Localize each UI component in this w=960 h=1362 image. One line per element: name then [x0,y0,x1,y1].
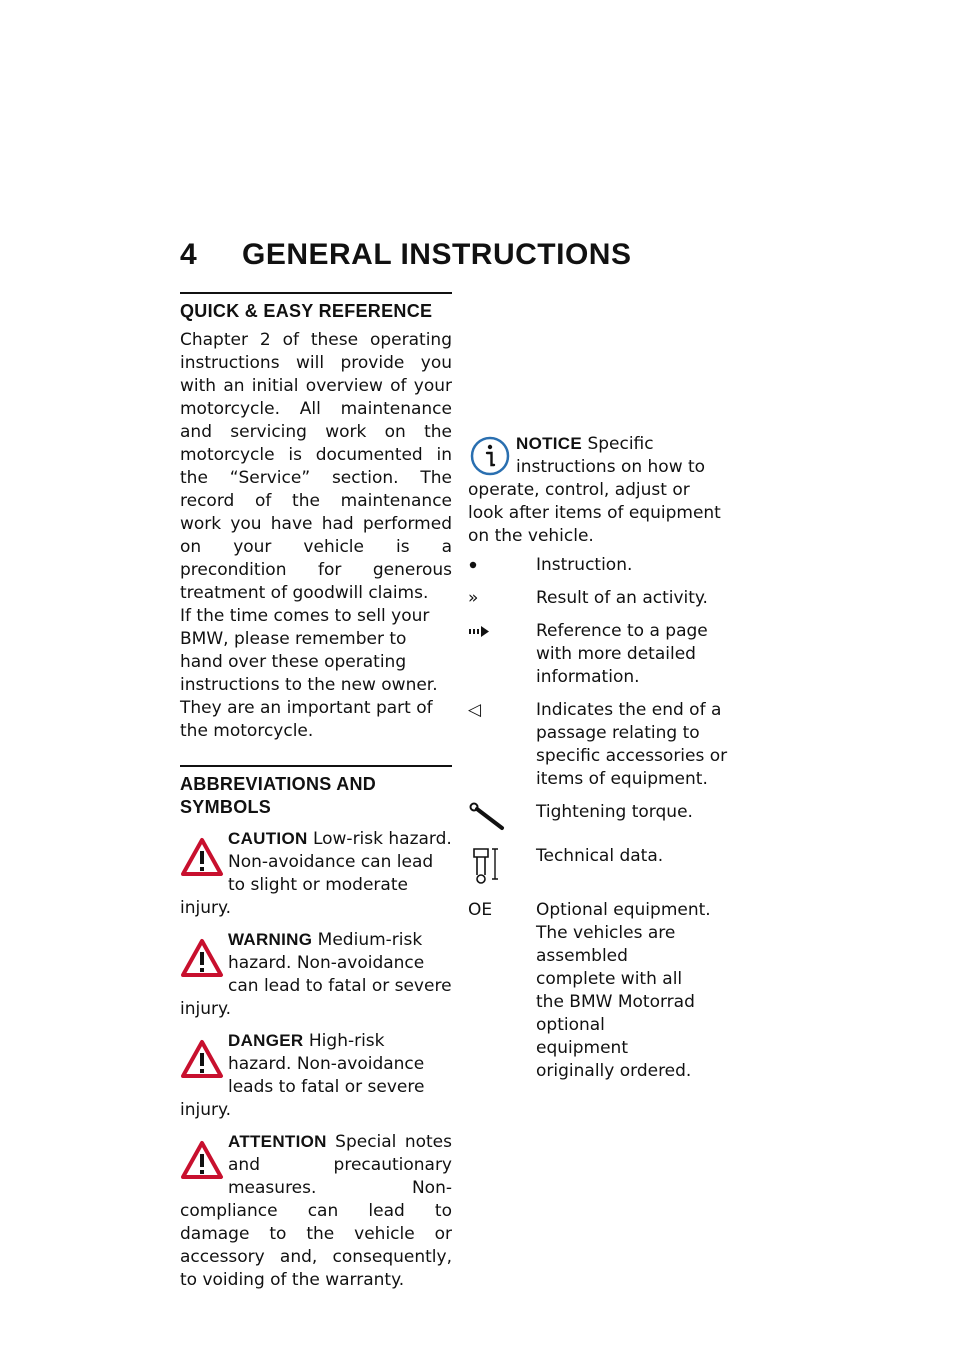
danger-label: DANGER [228,1031,304,1050]
symbol-row-reference [468,620,730,689]
caution-label: CAUTION [228,829,308,848]
symbol-text: Technical data. [536,846,664,866]
right-column [468,292,730,1083]
chapter-title-text: GENERAL INSTRUCTIONS [242,238,632,271]
page-reference-arrow-icon [468,620,536,689]
optional-equipment-note: The vehicles are assembled complete with all the BMW Motorrad optional equipment originally ordered. [536,923,695,1081]
oe-abbreviation: OE [468,900,493,920]
symbol-text: Indicates the end of a passage relating to specific accessories or items of equipment. [536,700,728,789]
symbol-text: Reference to a page with more detailed information. [536,621,708,687]
warning-triangle-icon [180,938,226,982]
caution-notice [180,827,452,920]
warning-text: Medium-risk hazard. Non-avoidance can lead to fatal or severe injury. [180,930,452,1019]
attention-notice [180,1130,452,1292]
symbol-row-optional-equipment [468,899,730,1083]
result-icon: » [468,588,479,608]
quick-reference-heading: QUICK & EASY REFERENCE [180,301,433,321]
chapter-title [180,238,631,272]
danger-text: High-risk hazard. Non-avoidance leads to fatal or severe injury. [180,1031,425,1120]
symbol-row-end [468,699,730,791]
attention-text: Special notes and precautionary measures. Non-compliance can lead to damage to the vehicle or accessory and, consequently, to voiding of the warranty. [180,1132,452,1290]
symbol-row-result [468,587,730,610]
left-column [180,292,452,1292]
warning-label: WARNING [228,930,313,949]
bullet-icon [468,554,536,577]
symbol-text: Optional equipment. [536,900,711,920]
attention-label: ATTENTION [228,1132,327,1151]
symbol-text: Tightening torque. [536,802,693,822]
section-rule [180,765,452,767]
quick-reference-paragraph-2: If the time comes to sell your BMW, please remember to hand over these operating instructions to the new owner. They are an important part of the motorcycle. [180,606,438,741]
abbreviations-heading: ABBREVIATIONS AND SYMBOLS [180,774,377,817]
danger-notice [180,1029,452,1122]
symbol-row-technical [468,845,730,889]
notice-label: NOTICE [516,434,583,453]
notice-text: Specific instructions on how to operate, control, adjust or look after items of equipment on the vehicle. [468,434,721,546]
warning-triangle-icon [180,837,226,881]
warning-notice [180,928,452,1021]
caution-text: Low-risk hazard. Non-avoidance can lead to slight or moderate injury. [180,829,452,918]
quick-reference-paragraph-1: Chapter 2 of these operating instructions will provide you with an initial overview of your motorcycle. All maintenance and servicing work on the motorcycle is documented in the “Service” section. The record of the maintenance work you have had performed on your vehicle is a precondition for generous treatment of goodwill claims. [180,330,452,603]
symbol-row-instruction [468,554,730,577]
section-rule [180,292,452,294]
symbol-row-torque [468,801,730,835]
symbol-text: Result of an activity. [536,588,708,608]
info-circle-icon [468,434,514,478]
torque-wrench-icon [468,801,536,835]
warning-triangle-icon [180,1039,226,1083]
symbol-text: Instruction. [536,555,633,575]
warning-triangle-icon [180,1140,226,1184]
technical-data-icon [468,845,536,889]
notice-info [468,432,730,548]
chapter-number: 4 [180,238,198,271]
end-marker-icon: ◁ [468,700,482,720]
